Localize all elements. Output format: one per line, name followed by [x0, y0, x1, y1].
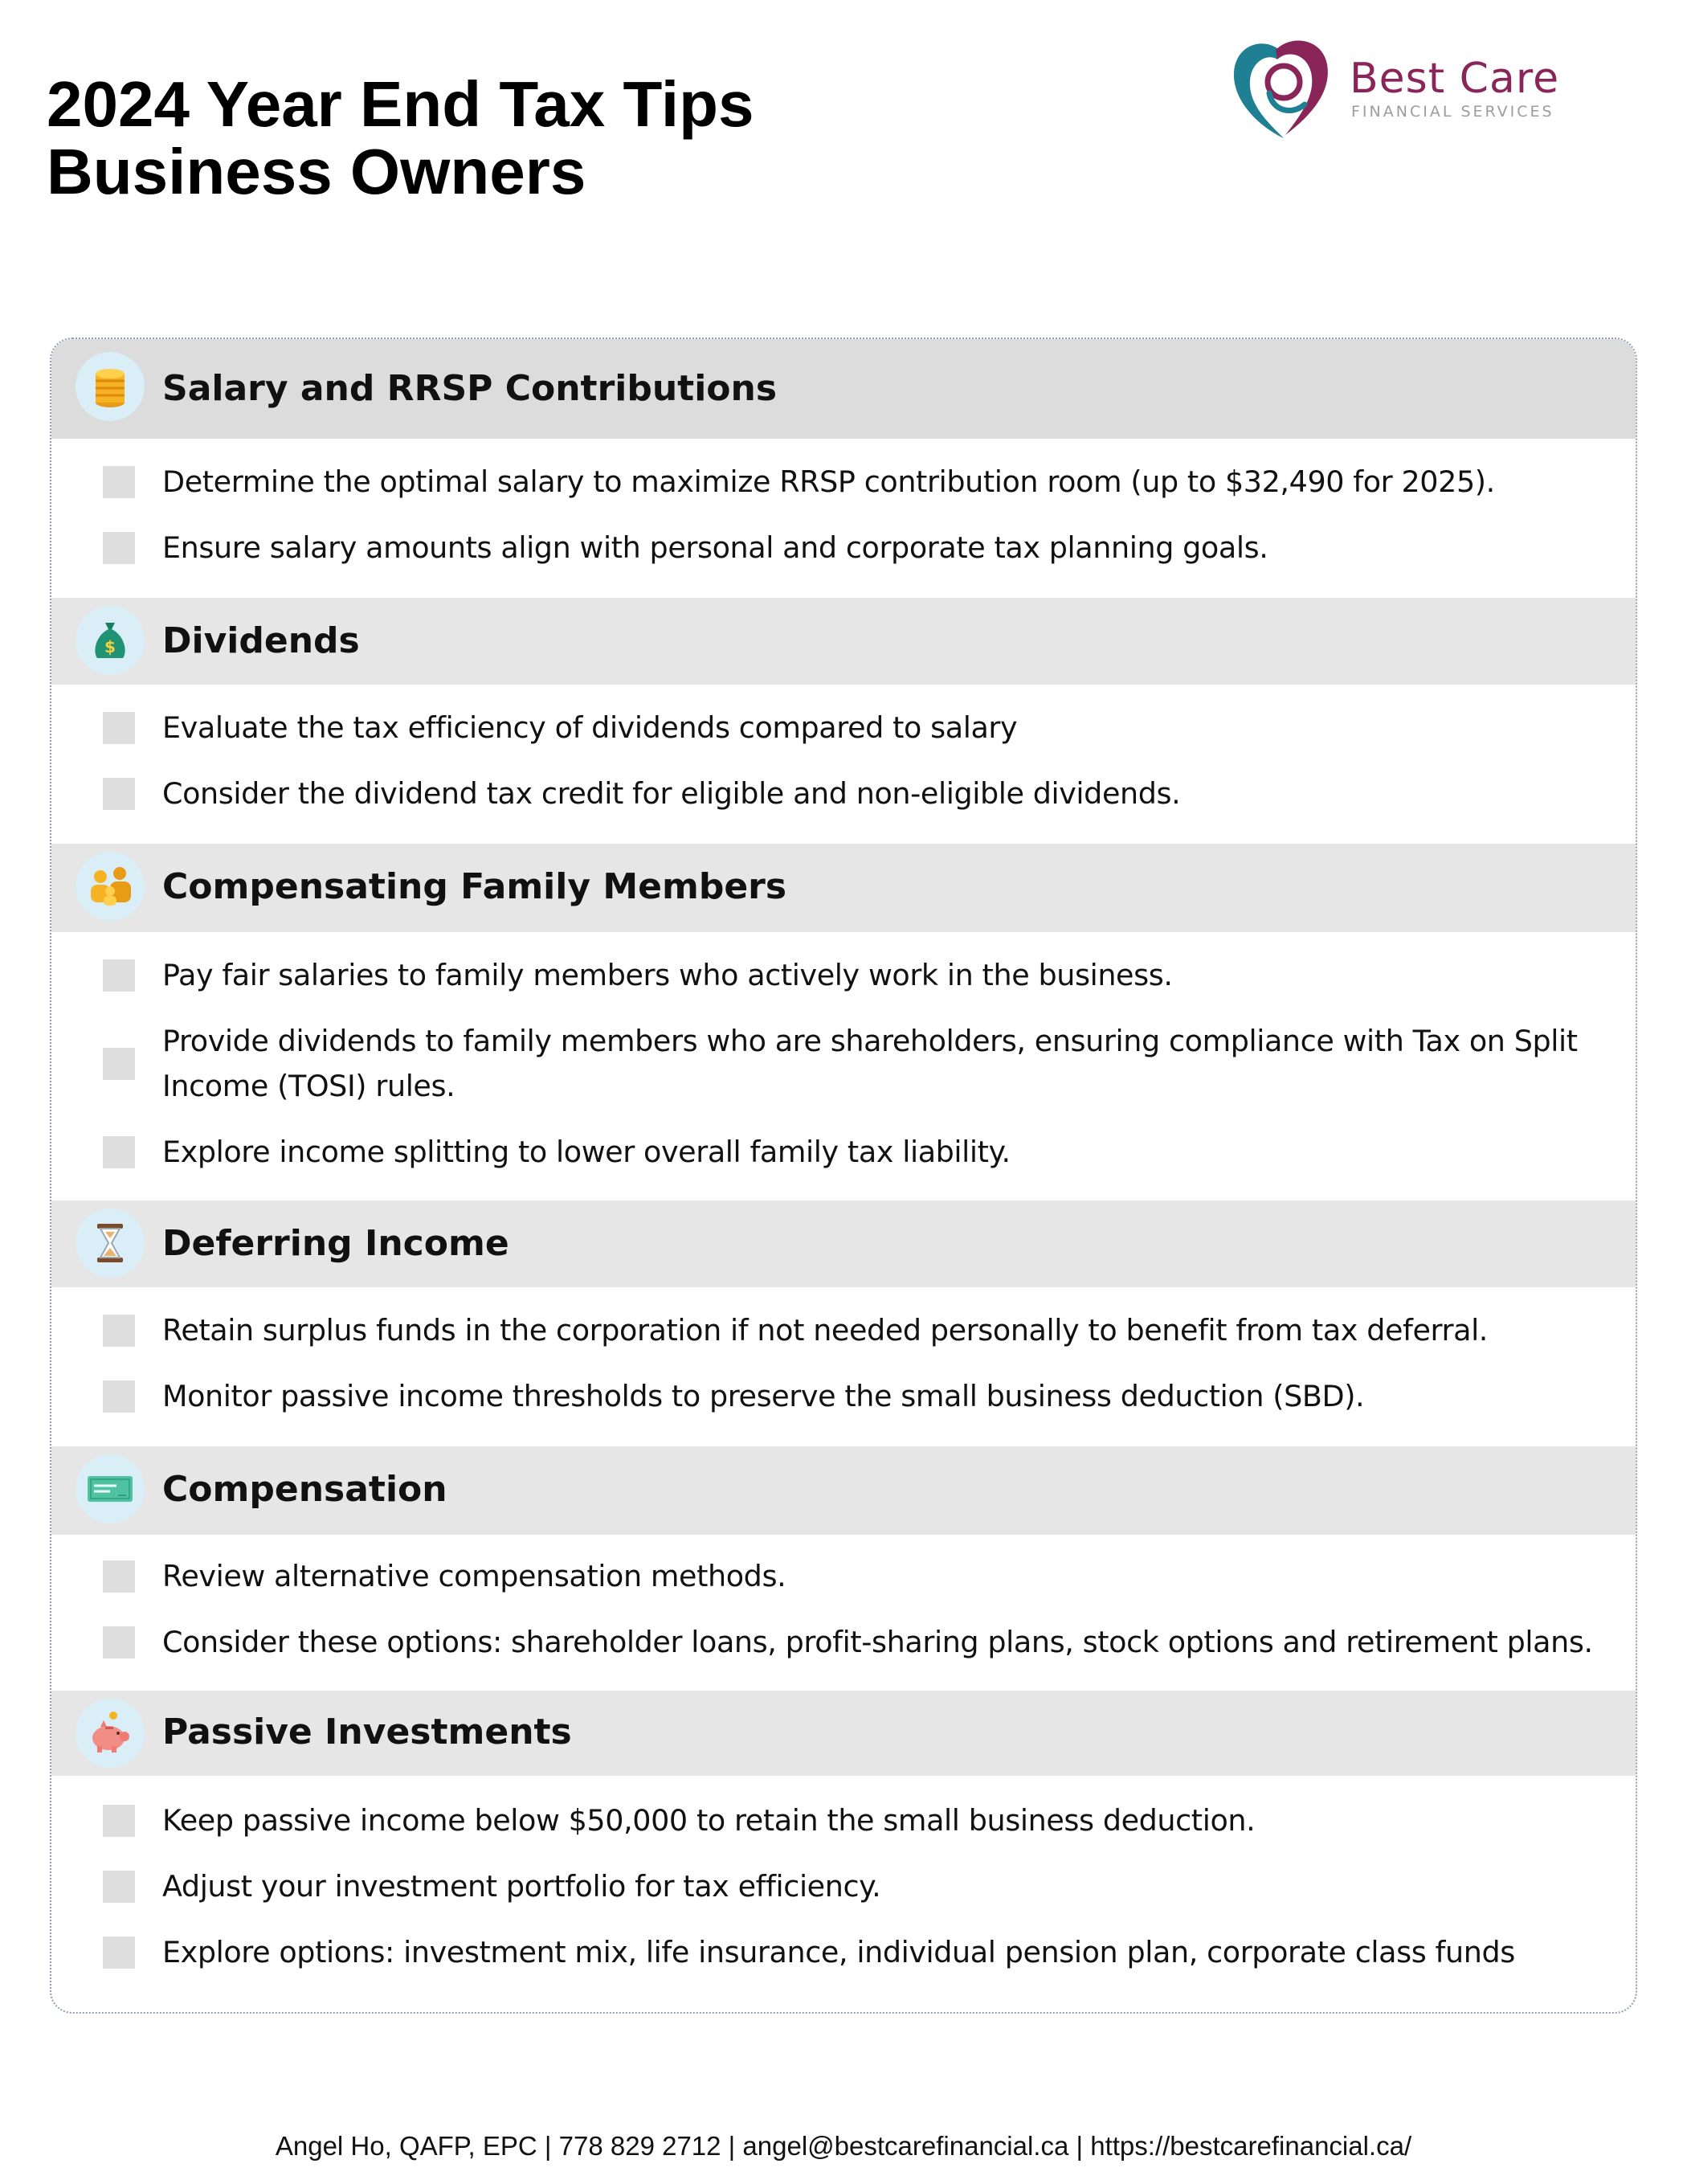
section-title: Dividends [162, 620, 360, 661]
checklist-item-text: Review alternative compensation methods. [162, 1559, 786, 1593]
svg-text:$: $ [104, 637, 116, 656]
section-icon-circle [76, 352, 145, 421]
page-title-line-1: 2024 Year End Tax Tips [47, 68, 754, 140]
section-header-passive-investments [51, 1691, 1636, 1776]
checkbox[interactable] [103, 1560, 135, 1593]
checklist-item-text: Provide dividends to family members who are shareholders, ensuring compliance with Tax on Split Income (TOSI) rules. [162, 1024, 1578, 1103]
section-header-family-members [51, 844, 1636, 932]
checklist-item-text: Consider these options: shareholder loans, profit-sharing plans, stock options and retirement plans. [162, 1625, 1593, 1659]
checklist-item[interactable] [51, 1019, 1636, 1109]
checkbox[interactable] [103, 1136, 135, 1168]
checklist-item-text: Keep passive income below $50,000 to retain the small business deduction. [162, 1803, 1256, 1838]
checkbox[interactable] [103, 1380, 135, 1413]
piggy-bank-icon [86, 1709, 134, 1757]
checklist-item[interactable] [51, 1374, 1636, 1419]
checkbox[interactable] [103, 466, 135, 498]
section-icon-circle [76, 606, 145, 675]
checklist-item[interactable] [51, 771, 1636, 816]
section-header-deferring-income [51, 1200, 1636, 1287]
heart-swirl-logo-icon [1227, 32, 1340, 145]
section-header-salary-rrsp [51, 339, 1636, 439]
checkbox[interactable] [103, 1805, 135, 1837]
logo-tagline: FINANCIAL SERVICES [1351, 103, 1554, 121]
checklist-panel [50, 337, 1637, 2014]
page-title [47, 68, 754, 207]
checklist-item-text: Determine the optimal salary to maximize RRSP contribution room (up to $32,490 for 2025). [162, 464, 1495, 499]
section-title: Deferring Income [162, 1223, 509, 1264]
checkbox[interactable] [103, 1937, 135, 1969]
section-title: Compensation [162, 1469, 447, 1510]
checklist-item[interactable] [51, 706, 1636, 750]
checklist-item[interactable] [51, 460, 1636, 505]
checklist-item-text: Retain surplus funds in the corporation if not needed personally to benefit from tax deferral. [162, 1313, 1489, 1348]
checklist-item-text: Evaluate the tax efficiency of dividends compared to salary [162, 710, 1018, 745]
section-header-compensation [51, 1446, 1636, 1535]
checklist-item-text: Consider the dividend tax credit for eligible and non-eligible dividends. [162, 776, 1181, 811]
checkbox[interactable] [103, 532, 135, 564]
checkbox[interactable] [103, 712, 135, 744]
cheque-icon [86, 1465, 134, 1513]
checklist-item[interactable] [51, 526, 1636, 571]
checkbox[interactable] [103, 959, 135, 992]
section-icon-circle [76, 1454, 145, 1523]
checklist-item[interactable] [51, 1130, 1636, 1175]
checklist-item-text: Explore options: investment mix, life insurance, individual pension plan, corporate class funds [162, 1935, 1515, 1969]
page-title-line-2: Business Owners [47, 136, 586, 207]
checklist-item[interactable] [51, 1554, 1636, 1599]
checklist-item-text: Ensure salary amounts align with personal and corporate tax planning goals. [162, 530, 1268, 565]
checklist-item[interactable] [51, 953, 1636, 998]
checklist-item-text: Explore income splitting to lower overall family tax liability. [162, 1135, 1011, 1169]
section-icon-circle [76, 1209, 145, 1278]
logo-name: Best Care [1350, 55, 1560, 103]
checklist-item-text: Adjust your investment portfolio for tax efficiency. [162, 1869, 881, 1904]
checklist-item[interactable] [51, 1620, 1636, 1665]
company-logo [1227, 32, 1581, 145]
checkbox[interactable] [103, 1626, 135, 1658]
checkbox[interactable] [103, 1871, 135, 1903]
section-icon-circle [76, 852, 145, 921]
checklist-item[interactable] [51, 1864, 1636, 1909]
hourglass-icon [86, 1219, 134, 1267]
coin-stack-icon [86, 362, 134, 411]
section-title: Passive Investments [162, 1712, 572, 1753]
section-icon-circle [76, 1699, 145, 1768]
checklist-item[interactable] [51, 1930, 1636, 1975]
checklist-item[interactable] [51, 1308, 1636, 1353]
checkbox[interactable] [103, 1315, 135, 1347]
family-icon [86, 862, 134, 910]
section-title: Compensating Family Members [162, 866, 787, 907]
checklist-item-text: Pay fair salaries to family members who actively work in the business. [162, 958, 1173, 992]
checkbox[interactable] [103, 778, 135, 810]
section-title: Salary and RRSP Contributions [162, 368, 778, 409]
money-bag-icon [86, 616, 134, 665]
section-header-dividends [51, 598, 1636, 685]
footer-contact: Angel Ho, QAFP, EPC | 778 829 2712 | angel@bestcarefinancial.ca | https://bestcarefinancial.ca/ [275, 2131, 1412, 2161]
checklist-item-text: Monitor passive income thresholds to preserve the small business deduction (SBD). [162, 1379, 1365, 1413]
checkbox[interactable] [103, 1048, 135, 1080]
checklist-item[interactable] [51, 1798, 1636, 1843]
